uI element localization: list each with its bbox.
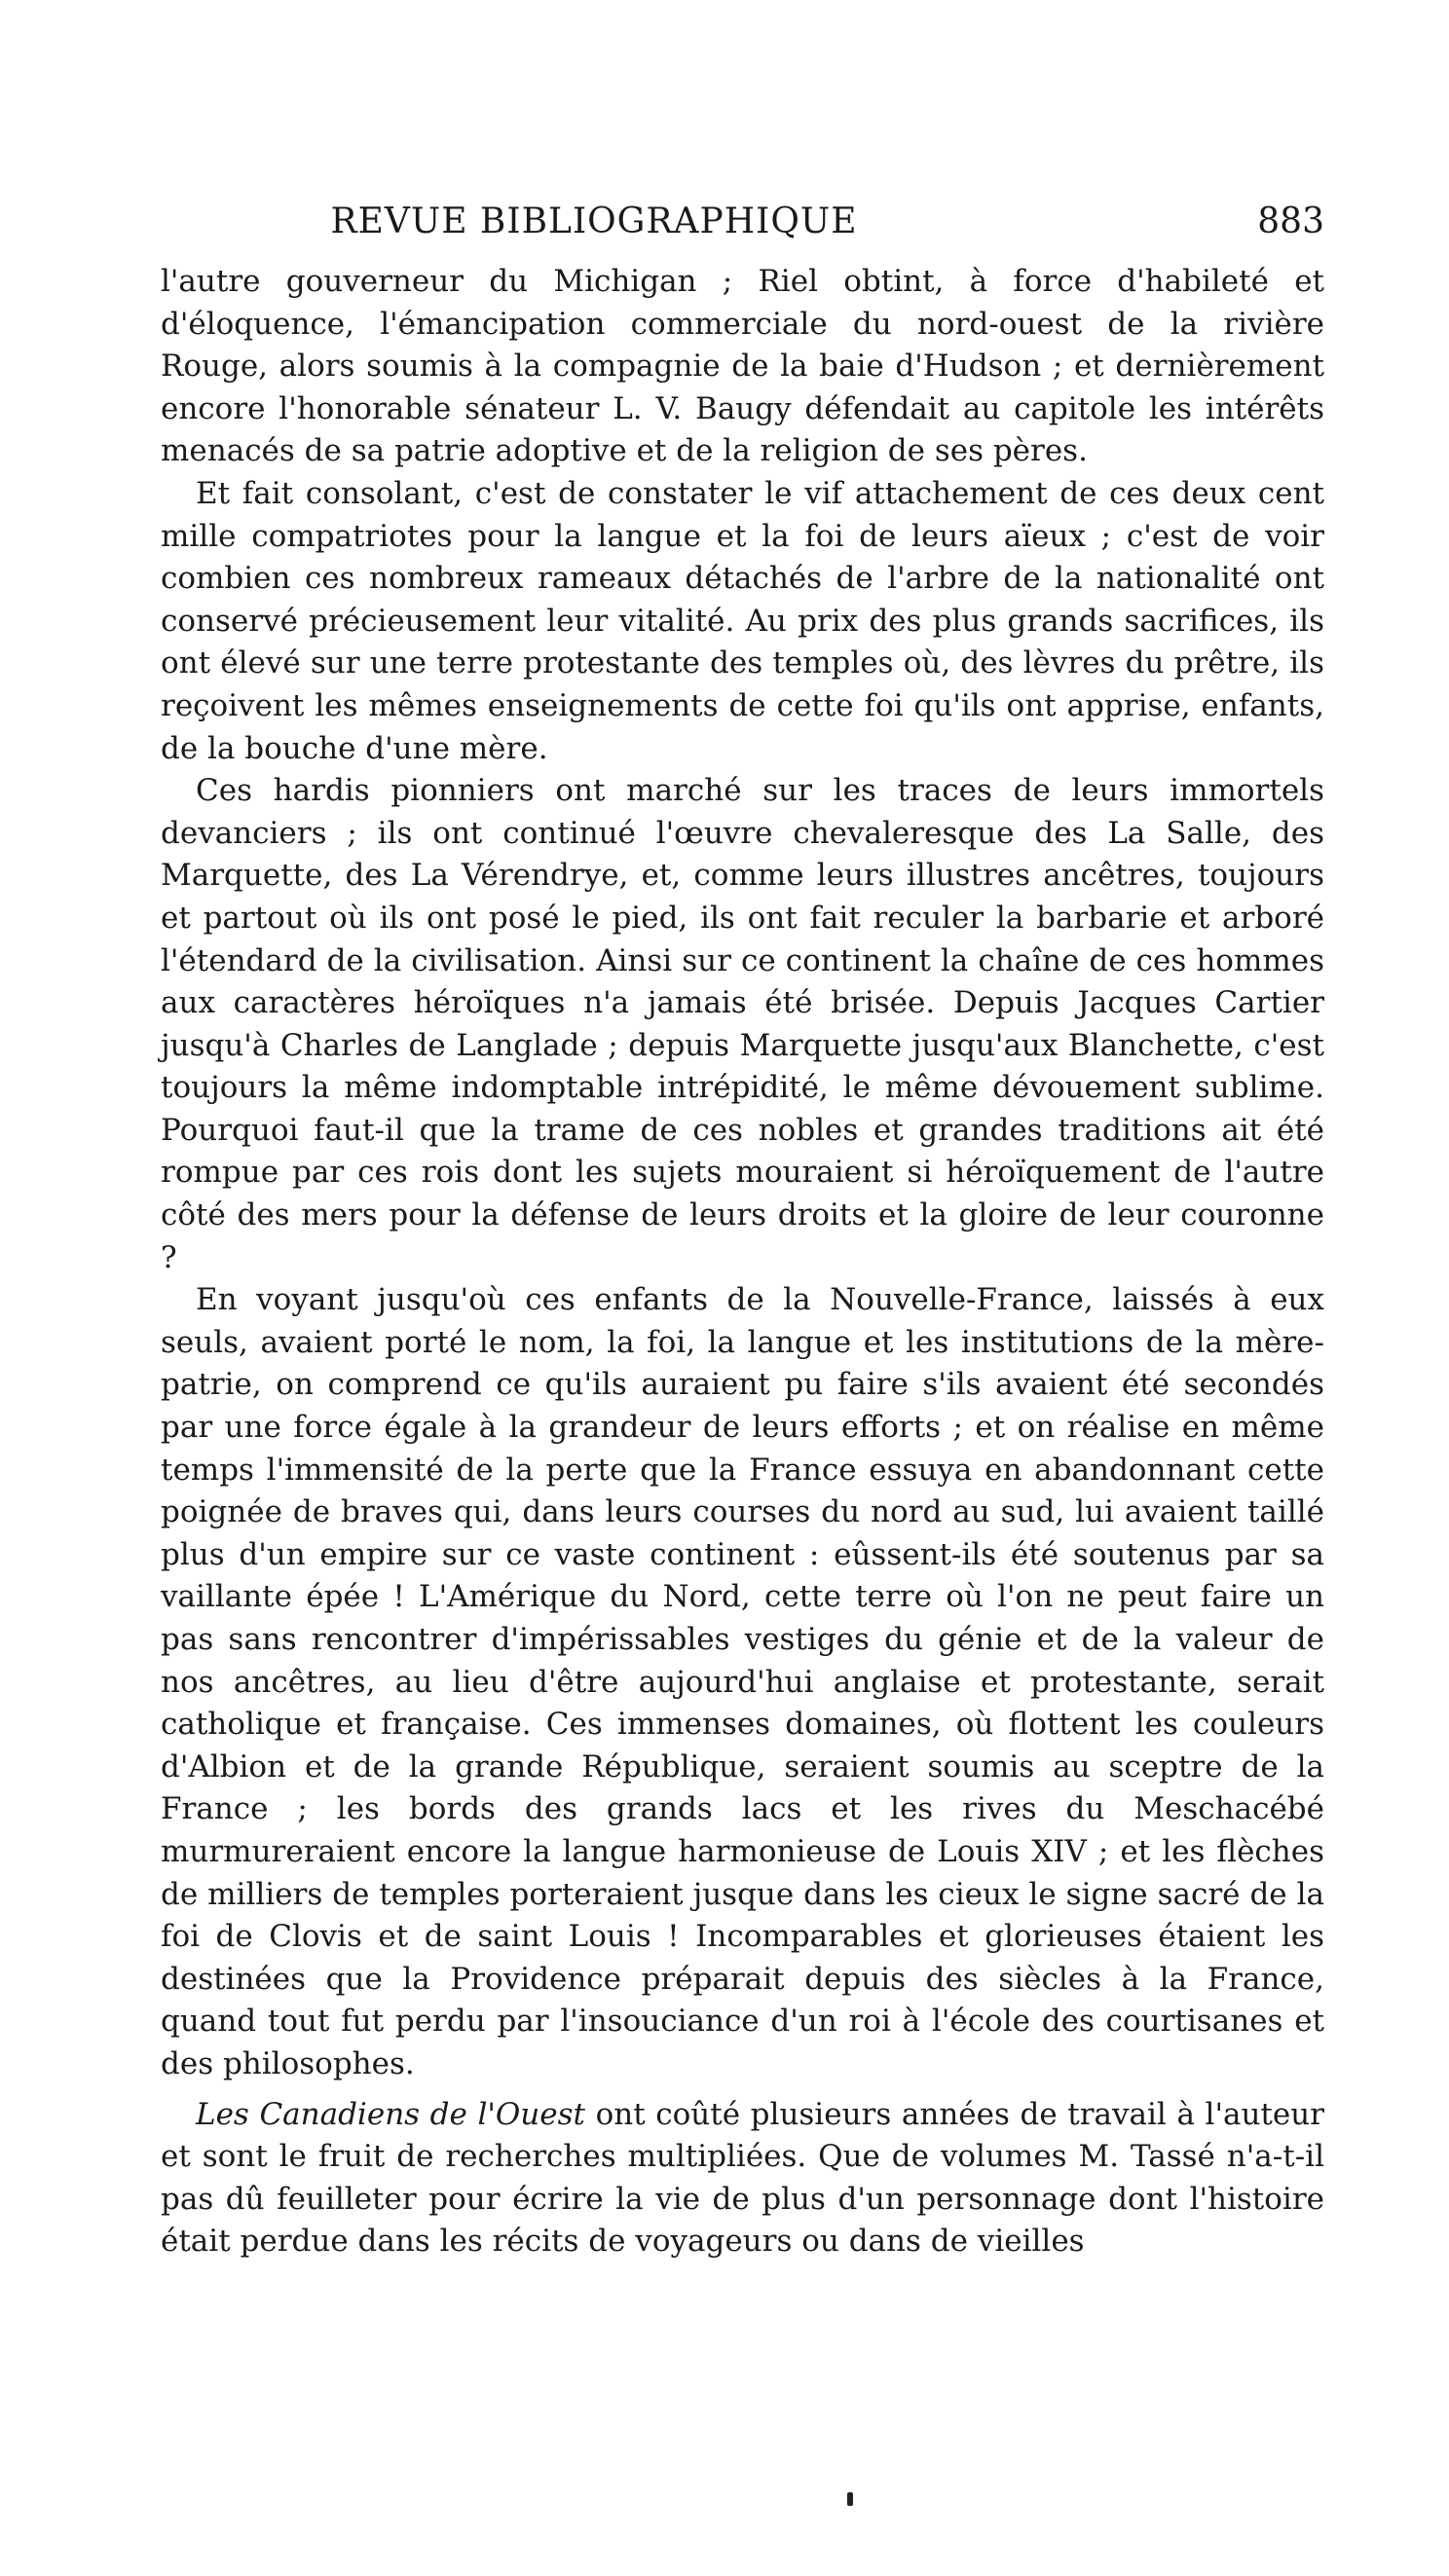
paragraph-5 bbox=[161, 2094, 1324, 2263]
printer-mark bbox=[847, 2492, 853, 2506]
book-title-italic: Les Canadiens de l'Ouest bbox=[196, 2096, 585, 2132]
running-header bbox=[161, 193, 1324, 251]
paragraph-1 bbox=[161, 261, 1324, 473]
paragraph-1-text: l'autre gouverneur du Michigan ; Riel obtint, à force d'habileté et d'éloquence, l'émancipation commerciale du nord-ouest de la rivière Rouge, alors soumis à la compagnie de la baie d'Hudson ; et dernièrement encore l'honorable sénateur L. V. Baugy défendait au capitole les intérêts menacés de sa patrie adoptive et de la religion de ses pères. bbox=[161, 264, 1324, 469]
paragraph-3-text: Ces hardis pionniers ont marché sur les traces de leurs immortels devanciers ; ils ont continué l'œuvre chevaleresque des La Salle, des Marquette, des La Vérendrye, et, comme leurs illustres ancêtres, toujours et partout où ils ont posé le pied, ils ont fait reculer la barbarie et arboré l'étendard de la civilisation. Ainsi sur ce continent la chaîne de ces hommes aux caractères héroïques n'a jamais été brisée. Depuis Jacques Cartier jusqu'à Charles de Langlade ; depuis Marquette jusqu'aux Blanchette, c'est toujours la même indomptable intrépidité, le même dévouement sublime. Pourquoi faut-il que la trame de ces nobles et grandes traditions ait été rompue par ces rois dont les sujets mouraient si héroïquement de l'autre côté des mers pour la défense de leurs droits et la gloire de leur couronne ? bbox=[161, 773, 1324, 1275]
paragraph-5-text: ont coûté plusieurs années de travail à l'auteur et sont le fruit de recherches multipliées. Que de volumes M. Tassé n'a-t-il pas dû feuilleter pour écrire la vie de plus d'un personnage dont l'histoire était perdue dans les récits de voyageurs ou dans de vieilles bbox=[161, 2096, 1325, 2260]
page-number: 883 bbox=[1257, 202, 1324, 241]
paragraph-3 bbox=[161, 770, 1324, 1279]
paragraph-4-text: En voyant jusqu'où ces enfants de la Nouvelle-France, laissés à eux seuls, avaient porté le nom, la foi, la langue et les institutions de la mère-patrie, on comprend ce qu'ils auraient pu faire s'ils avaient été secondés par une force égale à la grandeur de leurs efforts ; et on réalise en même temps l'immensité de la perte que la France essuya en abandonnant cette poignée de braves qui, dans leurs courses du nord au sud, lui avaient taillé plus d'un empire sur ce vaste continent : eûssent-ils été soutenus par sa vaillante épée ! L'Amérique du Nord, cette terre où l'on ne peut faire un pas sans rencontrer d'impérissables vestiges du génie et de la valeur de nos ancêtres, au lieu d'être aujourd'hui anglaise et protestante, serait catholique et française. Ces immenses domaines, où flottent les couleurs d'Albion et de la grande République, seraient soumis au sceptre de la France ; les bords des grands lacs et les rives du Meschacébé murmureraient encore la langue harmonieuse de Louis XIV ; et les flèches de milliers de temples porteraient jusque dans les cieux le signe sacré de la foi de Clovis et de saint Louis ! Incomparables et glorieuses étaient les destinées que la Providence préparait depuis des siècles à la France, quand tout fut perdu par l'insouciance d'un roi à l'école des courtisanes et des philosophes. bbox=[161, 1282, 1324, 2081]
paragraph-4 bbox=[161, 1279, 1324, 2085]
paragraph-2-text: Et fait consolant, c'est de constater le vif attachement de ces deux cent mille compatriotes pour la langue et la foi de leurs aïeux ; c'est de voir combien ces nombreux rameaux détachés de l'arbre de la nationalité ont conservé précieusement leur vitalité. Au prix des plus grands sacrifices, ils ont élevé sur une terre protestante des temples où, des lèvres du prêtre, ils reçoivent les mêmes enseignements de cette foi qu'ils ont apprise, enfants, de la bouche d'une mère. bbox=[161, 475, 1324, 766]
running-title: REVUE BIBLIOGRAPHIQUE bbox=[330, 202, 858, 241]
paragraph-2 bbox=[161, 473, 1324, 770]
body-text bbox=[161, 261, 1324, 2263]
